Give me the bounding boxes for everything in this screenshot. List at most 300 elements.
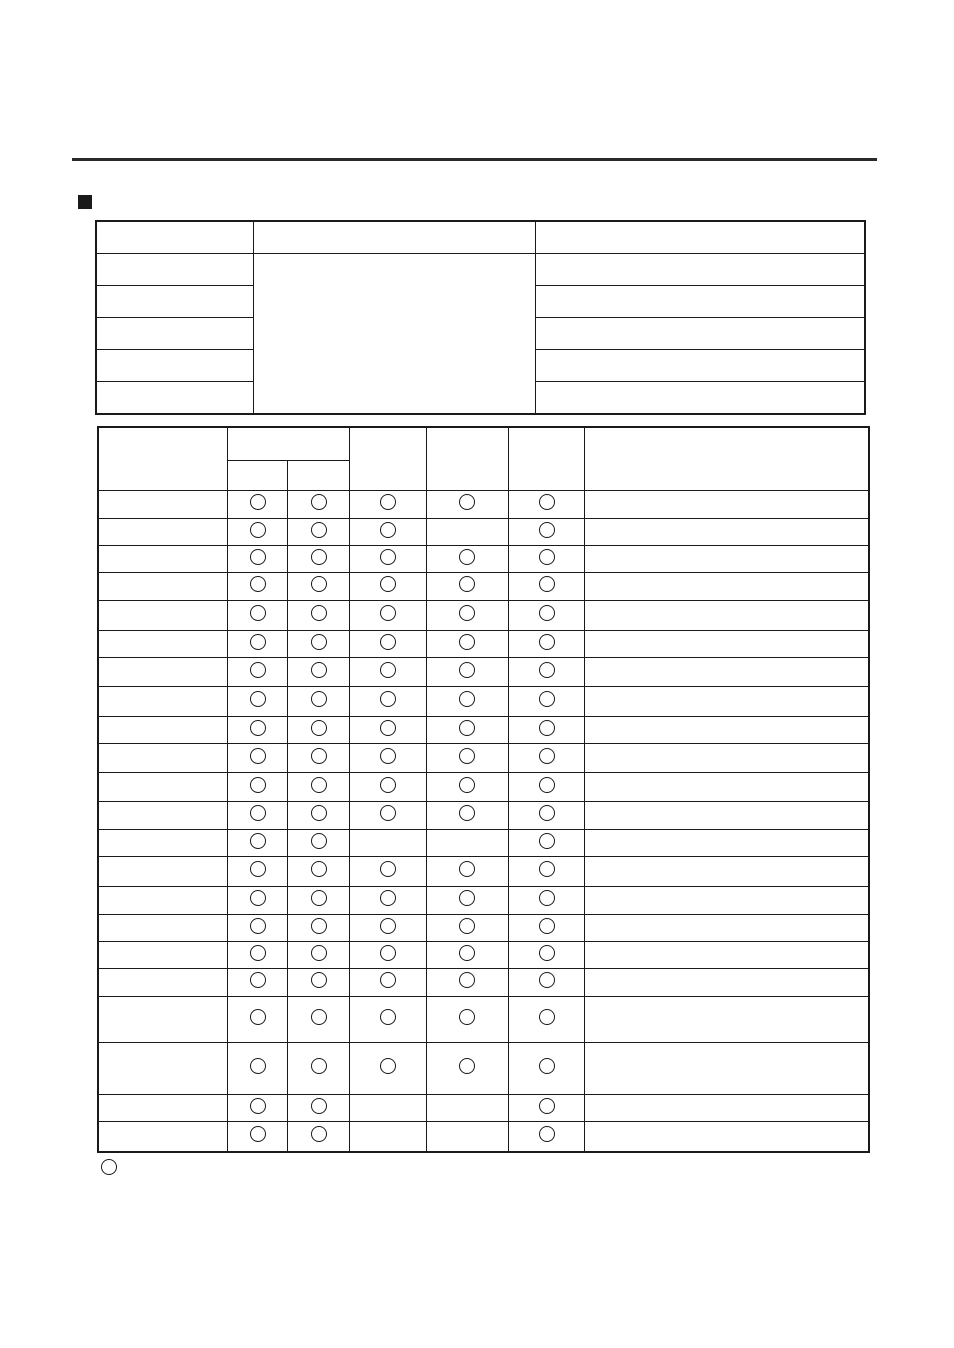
row-note-cell bbox=[585, 601, 869, 631]
mark-cell bbox=[288, 1043, 349, 1095]
table-row bbox=[98, 997, 869, 1043]
circle-mark-icon bbox=[380, 861, 396, 877]
circle-mark-icon bbox=[250, 918, 266, 934]
header-rule bbox=[72, 158, 877, 161]
table-row bbox=[98, 1095, 869, 1122]
circle-mark-icon bbox=[380, 748, 396, 764]
mark-cell bbox=[349, 491, 426, 519]
circle-mark-icon bbox=[539, 1098, 555, 1114]
table-row bbox=[98, 717, 869, 744]
table-row bbox=[98, 1043, 869, 1095]
circle-mark-icon bbox=[311, 805, 327, 821]
top-table-cell bbox=[96, 286, 254, 318]
circle-mark-icon bbox=[311, 691, 327, 707]
circle-mark-icon bbox=[459, 861, 475, 877]
main-header-cell bbox=[585, 427, 869, 491]
row-note-cell bbox=[585, 519, 869, 546]
circle-mark-icon bbox=[311, 748, 327, 764]
mark-cell bbox=[426, 969, 508, 997]
circle-mark-icon bbox=[539, 972, 555, 988]
mark-cell bbox=[509, 717, 585, 744]
table-row bbox=[98, 830, 869, 857]
mark-cell bbox=[288, 915, 349, 942]
mark-cell bbox=[228, 658, 288, 687]
main-header-cell bbox=[98, 427, 228, 491]
circle-mark-icon bbox=[250, 634, 266, 650]
circle-mark-icon bbox=[250, 720, 266, 736]
main-table-header-row bbox=[98, 427, 869, 460]
main-header-cell bbox=[349, 427, 426, 491]
circle-mark-icon bbox=[539, 1058, 555, 1074]
mark-cell bbox=[509, 773, 585, 802]
mark-cell bbox=[509, 1122, 585, 1152]
circle-mark-icon bbox=[539, 720, 555, 736]
mark-cell bbox=[288, 658, 349, 687]
circle-mark-icon bbox=[250, 748, 266, 764]
table-row bbox=[98, 546, 869, 573]
circle-mark-icon bbox=[250, 861, 266, 877]
mark-cell bbox=[509, 969, 585, 997]
mark-cell bbox=[349, 717, 426, 744]
circle-mark-icon bbox=[311, 605, 327, 621]
mark-cell bbox=[288, 887, 349, 915]
circle-mark-icon bbox=[250, 605, 266, 621]
circle-mark-icon bbox=[311, 945, 327, 961]
mark-cell bbox=[509, 830, 585, 857]
mark-cell bbox=[288, 1122, 349, 1152]
mark-cell bbox=[349, 1043, 426, 1095]
row-note-cell bbox=[585, 687, 869, 717]
top-table-cell bbox=[535, 350, 865, 382]
mark-cell bbox=[509, 631, 585, 658]
mark-cell bbox=[349, 546, 426, 573]
mark-cell bbox=[288, 969, 349, 997]
row-note-cell bbox=[585, 546, 869, 573]
circle-mark-icon bbox=[380, 662, 396, 678]
table-row bbox=[98, 631, 869, 658]
circle-mark-icon bbox=[459, 890, 475, 906]
mark-cell bbox=[426, 830, 508, 857]
mark-cell bbox=[426, 773, 508, 802]
mark-cell bbox=[228, 1095, 288, 1122]
mark-cell bbox=[426, 997, 508, 1043]
main-header-cell bbox=[509, 427, 585, 491]
row-note-cell bbox=[585, 658, 869, 687]
circle-mark-icon bbox=[539, 549, 555, 565]
circle-mark-icon bbox=[250, 576, 266, 592]
row-label-cell bbox=[98, 573, 228, 601]
row-label-cell bbox=[98, 1043, 228, 1095]
circle-mark-icon bbox=[250, 1126, 266, 1142]
mark-cell bbox=[288, 519, 349, 546]
mark-cell bbox=[228, 601, 288, 631]
table-row bbox=[98, 519, 869, 546]
row-note-cell bbox=[585, 942, 869, 969]
mark-cell bbox=[509, 1095, 585, 1122]
table-row bbox=[98, 687, 869, 717]
circle-mark-icon bbox=[250, 1098, 266, 1114]
mark-cell bbox=[349, 997, 426, 1043]
mark-cell bbox=[509, 519, 585, 546]
mark-cell bbox=[426, 915, 508, 942]
circle-mark-icon bbox=[459, 805, 475, 821]
mark-cell bbox=[228, 802, 288, 830]
circle-mark-icon bbox=[539, 861, 555, 877]
row-note-cell bbox=[585, 1122, 869, 1152]
mark-cell bbox=[349, 887, 426, 915]
mark-cell bbox=[288, 631, 349, 658]
table-row bbox=[98, 915, 869, 942]
circle-mark-icon bbox=[459, 720, 475, 736]
circle-mark-icon bbox=[380, 605, 396, 621]
mark-cell bbox=[509, 601, 585, 631]
mark-cell bbox=[509, 658, 585, 687]
circle-mark-icon bbox=[380, 890, 396, 906]
mark-cell bbox=[228, 519, 288, 546]
mark-cell bbox=[228, 1122, 288, 1152]
row-label-cell bbox=[98, 519, 228, 546]
top-table-cell bbox=[535, 254, 865, 286]
mark-cell bbox=[426, 1095, 508, 1122]
circle-mark-icon bbox=[380, 777, 396, 793]
circle-mark-icon bbox=[311, 662, 327, 678]
mark-cell bbox=[426, 631, 508, 658]
mark-cell bbox=[509, 744, 585, 773]
circle-mark-icon bbox=[250, 1058, 266, 1074]
mark-cell bbox=[349, 857, 426, 887]
circle-mark-icon bbox=[250, 522, 266, 538]
mark-cell bbox=[228, 887, 288, 915]
mark-cell bbox=[426, 573, 508, 601]
mark-cell bbox=[288, 857, 349, 887]
circle-mark-icon bbox=[380, 1009, 396, 1025]
row-note-cell bbox=[585, 1043, 869, 1095]
circle-mark-icon bbox=[311, 972, 327, 988]
circle-mark-icon bbox=[311, 1009, 327, 1025]
circle-mark-icon bbox=[539, 494, 555, 510]
main-header-cell bbox=[426, 427, 508, 491]
circle-mark-icon bbox=[250, 833, 266, 849]
top-table-header-cell bbox=[254, 221, 536, 254]
mark-cell bbox=[349, 915, 426, 942]
top-table-cell bbox=[96, 318, 254, 350]
top-table-row bbox=[96, 254, 865, 286]
row-label-cell bbox=[98, 942, 228, 969]
table-row bbox=[98, 658, 869, 687]
row-note-cell bbox=[585, 830, 869, 857]
mark-cell bbox=[509, 915, 585, 942]
circle-mark-icon bbox=[311, 494, 327, 510]
circle-mark-icon bbox=[459, 605, 475, 621]
circle-mark-icon bbox=[380, 720, 396, 736]
row-label-cell bbox=[98, 1122, 228, 1152]
top-table-cell bbox=[96, 382, 254, 415]
circle-mark-icon bbox=[250, 691, 266, 707]
circle-mark-icon bbox=[539, 1126, 555, 1142]
table-row bbox=[98, 802, 869, 830]
mark-cell bbox=[349, 744, 426, 773]
circle-mark-icon bbox=[311, 549, 327, 565]
mark-cell bbox=[228, 997, 288, 1043]
mark-cell bbox=[228, 942, 288, 969]
mark-cell bbox=[288, 687, 349, 717]
mark-cell bbox=[228, 744, 288, 773]
mark-cell bbox=[426, 687, 508, 717]
mark-cell bbox=[288, 942, 349, 969]
top-table-merged-cell bbox=[254, 254, 536, 415]
row-label-cell bbox=[98, 1095, 228, 1122]
circle-mark-icon bbox=[459, 1009, 475, 1025]
circle-mark-icon bbox=[539, 522, 555, 538]
circle-mark-icon bbox=[380, 494, 396, 510]
mark-cell bbox=[228, 857, 288, 887]
circle-mark-icon bbox=[250, 662, 266, 678]
mark-cell bbox=[228, 546, 288, 573]
circle-mark-icon bbox=[459, 777, 475, 793]
row-note-cell bbox=[585, 915, 869, 942]
row-label-cell bbox=[98, 717, 228, 744]
row-note-cell bbox=[585, 802, 869, 830]
mark-cell bbox=[228, 1043, 288, 1095]
top-table-cell bbox=[535, 382, 865, 415]
row-note-cell bbox=[585, 491, 869, 519]
mark-cell bbox=[288, 744, 349, 773]
circle-mark-icon bbox=[459, 549, 475, 565]
mark-cell bbox=[509, 802, 585, 830]
table-row bbox=[98, 773, 869, 802]
mark-cell bbox=[426, 519, 508, 546]
circle-mark-icon bbox=[539, 945, 555, 961]
row-note-cell bbox=[585, 717, 869, 744]
row-label-cell bbox=[98, 658, 228, 687]
circle-mark-icon bbox=[311, 522, 327, 538]
mark-cell bbox=[288, 1095, 349, 1122]
mark-cell bbox=[426, 1043, 508, 1095]
mark-cell bbox=[509, 546, 585, 573]
mark-cell bbox=[426, 887, 508, 915]
circle-mark-icon bbox=[311, 1058, 327, 1074]
legend-circle-mark-icon bbox=[101, 1159, 117, 1175]
mark-cell bbox=[288, 830, 349, 857]
mark-cell bbox=[426, 717, 508, 744]
mark-cell bbox=[228, 915, 288, 942]
mark-cell bbox=[288, 717, 349, 744]
mark-cell bbox=[288, 573, 349, 601]
mark-cell bbox=[349, 969, 426, 997]
circle-mark-icon bbox=[250, 890, 266, 906]
mark-cell bbox=[509, 887, 585, 915]
mark-cell bbox=[349, 658, 426, 687]
top-table bbox=[95, 220, 866, 415]
table-row bbox=[98, 1122, 869, 1152]
circle-mark-icon bbox=[539, 777, 555, 793]
circle-mark-icon bbox=[250, 805, 266, 821]
circle-mark-icon bbox=[311, 833, 327, 849]
circle-mark-icon bbox=[250, 945, 266, 961]
row-note-cell bbox=[585, 857, 869, 887]
mark-cell bbox=[426, 546, 508, 573]
row-note-cell bbox=[585, 773, 869, 802]
mark-cell bbox=[349, 773, 426, 802]
circle-mark-icon bbox=[311, 861, 327, 877]
section-bullet-icon bbox=[78, 195, 92, 209]
circle-mark-icon bbox=[311, 918, 327, 934]
circle-mark-icon bbox=[539, 634, 555, 650]
circle-mark-icon bbox=[380, 972, 396, 988]
main-table-body bbox=[98, 491, 869, 1152]
row-label-cell bbox=[98, 773, 228, 802]
circle-mark-icon bbox=[311, 777, 327, 793]
mark-cell bbox=[426, 802, 508, 830]
table-row bbox=[98, 942, 869, 969]
circle-mark-icon bbox=[311, 634, 327, 650]
mark-cell bbox=[349, 1095, 426, 1122]
circle-mark-icon bbox=[380, 634, 396, 650]
circle-mark-icon bbox=[539, 691, 555, 707]
circle-mark-icon bbox=[311, 576, 327, 592]
main-table bbox=[97, 426, 870, 1153]
mark-cell bbox=[426, 601, 508, 631]
row-note-cell bbox=[585, 969, 869, 997]
mark-cell bbox=[228, 773, 288, 802]
circle-mark-icon bbox=[539, 748, 555, 764]
mark-cell bbox=[349, 1122, 426, 1152]
mark-cell bbox=[426, 1122, 508, 1152]
mark-cell bbox=[509, 1043, 585, 1095]
circle-mark-icon bbox=[459, 634, 475, 650]
main-subheader-cell bbox=[228, 460, 288, 490]
row-label-cell bbox=[98, 491, 228, 519]
circle-mark-icon bbox=[311, 890, 327, 906]
mark-cell bbox=[426, 491, 508, 519]
circle-mark-icon bbox=[539, 805, 555, 821]
mark-cell bbox=[288, 802, 349, 830]
circle-mark-icon bbox=[459, 1058, 475, 1074]
mark-cell bbox=[349, 601, 426, 631]
row-label-cell bbox=[98, 601, 228, 631]
circle-mark-icon bbox=[459, 662, 475, 678]
top-table-header-cell bbox=[535, 221, 865, 254]
circle-mark-icon bbox=[459, 494, 475, 510]
row-note-cell bbox=[585, 573, 869, 601]
row-label-cell bbox=[98, 687, 228, 717]
mark-cell bbox=[349, 942, 426, 969]
circle-mark-icon bbox=[459, 576, 475, 592]
mark-cell bbox=[228, 687, 288, 717]
mark-cell bbox=[349, 519, 426, 546]
circle-mark-icon bbox=[311, 1126, 327, 1142]
row-label-cell bbox=[98, 744, 228, 773]
row-label-cell bbox=[98, 802, 228, 830]
circle-mark-icon bbox=[380, 918, 396, 934]
mark-cell bbox=[349, 830, 426, 857]
row-note-cell bbox=[585, 997, 869, 1043]
circle-mark-icon bbox=[539, 605, 555, 621]
circle-mark-icon bbox=[380, 576, 396, 592]
circle-mark-icon bbox=[539, 576, 555, 592]
circle-mark-icon bbox=[539, 918, 555, 934]
row-note-cell bbox=[585, 887, 869, 915]
mark-cell bbox=[228, 573, 288, 601]
row-label-cell bbox=[98, 969, 228, 997]
mark-cell bbox=[509, 942, 585, 969]
table-row bbox=[98, 573, 869, 601]
mark-cell bbox=[228, 491, 288, 519]
circle-mark-icon bbox=[459, 691, 475, 707]
mark-cell bbox=[228, 830, 288, 857]
row-note-cell bbox=[585, 631, 869, 658]
circle-mark-icon bbox=[311, 1098, 327, 1114]
mark-cell bbox=[288, 773, 349, 802]
main-header-group-cell bbox=[228, 427, 349, 460]
top-table-header-cell bbox=[96, 221, 254, 254]
mark-cell bbox=[349, 631, 426, 658]
mark-cell bbox=[228, 717, 288, 744]
mark-cell bbox=[509, 573, 585, 601]
circle-mark-icon bbox=[250, 1009, 266, 1025]
top-table-header-row bbox=[96, 221, 865, 254]
mark-cell bbox=[349, 687, 426, 717]
mark-cell bbox=[509, 997, 585, 1043]
row-label-cell bbox=[98, 546, 228, 573]
circle-mark-icon bbox=[250, 972, 266, 988]
circle-mark-icon bbox=[380, 945, 396, 961]
mark-cell bbox=[288, 997, 349, 1043]
circle-mark-icon bbox=[380, 805, 396, 821]
mark-cell bbox=[288, 546, 349, 573]
mark-cell bbox=[349, 802, 426, 830]
row-label-cell bbox=[98, 631, 228, 658]
row-note-cell bbox=[585, 1095, 869, 1122]
table-row bbox=[98, 491, 869, 519]
circle-mark-icon bbox=[459, 918, 475, 934]
mark-cell bbox=[288, 491, 349, 519]
row-label-cell bbox=[98, 997, 228, 1043]
mark-cell bbox=[349, 573, 426, 601]
top-table-cell bbox=[535, 318, 865, 350]
table-row bbox=[98, 887, 869, 915]
circle-mark-icon bbox=[380, 522, 396, 538]
circle-mark-icon bbox=[539, 833, 555, 849]
table-row bbox=[98, 744, 869, 773]
circle-mark-icon bbox=[539, 1009, 555, 1025]
circle-mark-icon bbox=[539, 662, 555, 678]
top-table-cell bbox=[535, 286, 865, 318]
circle-mark-icon bbox=[539, 890, 555, 906]
circle-mark-icon bbox=[380, 549, 396, 565]
row-label-cell bbox=[98, 857, 228, 887]
mark-cell bbox=[509, 857, 585, 887]
circle-mark-icon bbox=[250, 777, 266, 793]
mark-cell bbox=[509, 687, 585, 717]
circle-mark-icon bbox=[250, 549, 266, 565]
circle-mark-icon bbox=[250, 494, 266, 510]
mark-cell bbox=[426, 658, 508, 687]
circle-mark-icon bbox=[459, 945, 475, 961]
circle-mark-icon bbox=[459, 748, 475, 764]
table-row bbox=[98, 969, 869, 997]
mark-cell bbox=[426, 857, 508, 887]
top-table-cell bbox=[96, 254, 254, 286]
mark-cell bbox=[288, 601, 349, 631]
row-label-cell bbox=[98, 830, 228, 857]
row-label-cell bbox=[98, 887, 228, 915]
circle-mark-icon bbox=[380, 1058, 396, 1074]
top-table-cell bbox=[96, 350, 254, 382]
mark-cell bbox=[228, 969, 288, 997]
mark-cell bbox=[509, 491, 585, 519]
circle-mark-icon bbox=[380, 691, 396, 707]
